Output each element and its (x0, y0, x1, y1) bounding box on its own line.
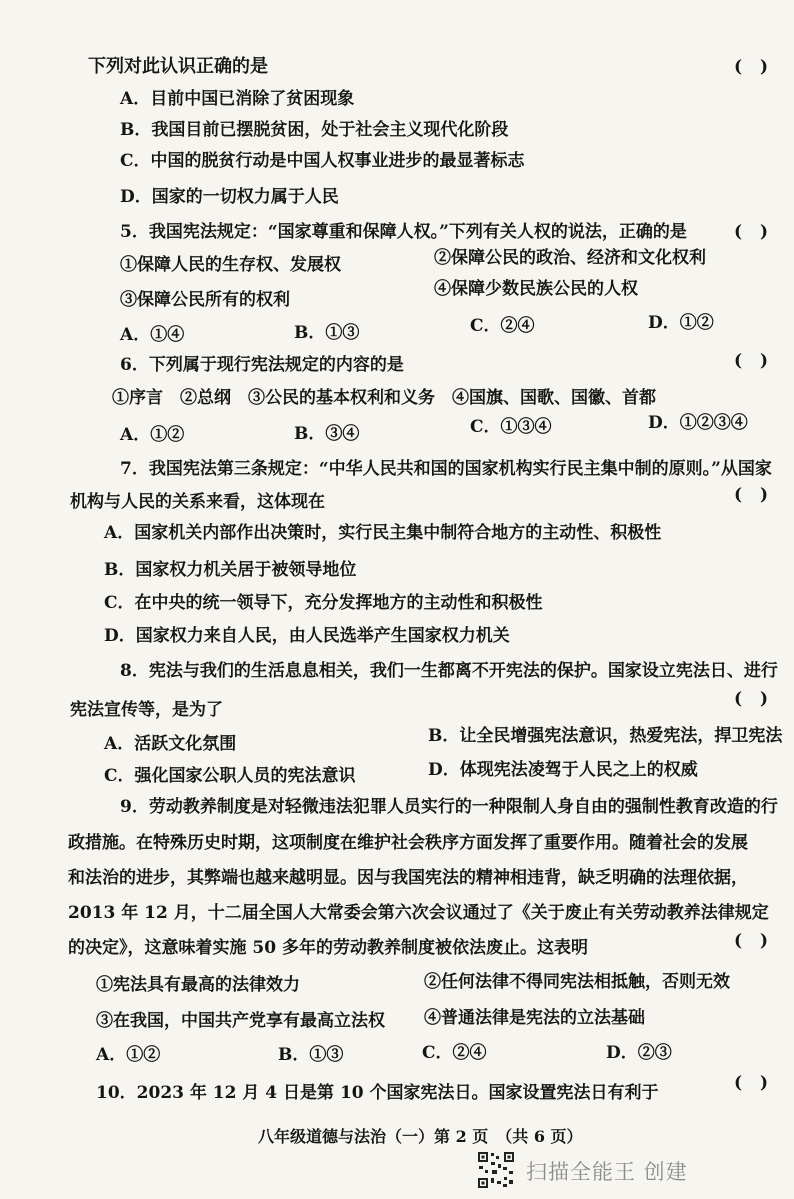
q9-item-4: ④普通法律是宪法的立法基础 (424, 1008, 645, 1028)
q10-stem: 10．2023 年 12 月 4 日是第 10 个国家宪法日。国家设置宪法日有利于 (96, 1083, 659, 1103)
q9-stem-line5: 的决定》，这意味着实施 50 多年的劳动教养制度被依法废止。这表明 (68, 938, 588, 958)
q5-option-c: C．②④ (470, 316, 535, 336)
q8-stem-line2: 宪法宣传等，是为了 (70, 700, 223, 720)
q7-option-d: D．国家权力来自人民，由人民选举产生国家权力机关 (104, 626, 510, 646)
page-footer: 八年级道德与法治（一）第 2 页 （共 6 页） (258, 1127, 583, 1146)
q7-option-b: B．国家权力机关居于被领导地位 (104, 560, 357, 580)
q6-option-a: A．①② (120, 425, 185, 445)
scanner-watermark: 扫描全能王 创建 (526, 1160, 688, 1184)
q9-option-a: A．①② (96, 1045, 161, 1065)
q5-item-2: ②保障公民的政治、经济和文化权利 (434, 248, 706, 268)
q4-stem-tail: 下列对此认识正确的是 (88, 56, 268, 77)
q9-option-d: D．②③ (606, 1043, 672, 1063)
q8-option-b: B．让全民增强宪法意识，热爱宪法，捍卫宪法 (428, 726, 783, 746)
q5-option-a: A．①④ (120, 325, 185, 345)
q6-stem: 6．下列属于现行宪法规定的内容的是 (120, 355, 404, 375)
q8-answer-blank: () (734, 689, 787, 709)
q8-option-c: C．强化国家公职人员的宪法意识 (104, 766, 356, 786)
q10-answer-blank: () (734, 1073, 787, 1093)
q9-stem-line4: 2013 年 12 月，十二届全国人大常委会第六次会议通过了《关于废止有关劳动教养法律规定 (68, 903, 769, 923)
q5-item-1: ①保障人民的生存权、发展权 (120, 255, 341, 275)
q6-items: ①序言 ②总纲 ③公民的基本权利和义务 ④国旗、国歌、国徽、首都 (112, 388, 656, 408)
q6-answer-blank: () (734, 351, 787, 371)
q4-answer-blank: () (734, 57, 787, 77)
q5-option-b: B．①③ (294, 323, 360, 343)
q8-stem-line1: 8．宪法与我们的生活息息相关，我们一生都离不开宪法的保护。国家设立宪法日、进行 (120, 661, 778, 681)
q4-option-b: B．我国目前已摆脱贫困，处于社会主义现代化阶段 (120, 120, 509, 140)
q7-stem-line2: 机构与人民的关系来看，这体现在 (70, 492, 325, 512)
q9-item-2: ②任何法律不得同宪法相抵触，否则无效 (424, 972, 730, 992)
q9-stem-line2: 政措施。在特殊历史时期，这项制度在维护社会秩序方面发挥了重要作用。随着社会的发展 (68, 833, 748, 853)
q5-option-d: D．①② (648, 313, 714, 333)
q9-option-b: B．①③ (278, 1045, 344, 1065)
q7-option-a: A．国家机关内部作出决策时，实行民主集中制符合地方的主动性、积极性 (104, 523, 662, 543)
q9-item-1: ①宪法具有最高的法律效力 (96, 975, 300, 995)
q9-option-c: C．②④ (422, 1043, 487, 1063)
q6-option-d: D．①②③④ (648, 413, 748, 433)
q7-answer-blank: () (734, 485, 787, 505)
q9-item-3: ③在我国，中国共产党享有最高立法权 (96, 1011, 385, 1031)
q9-stem-line1: 9．劳动教养制度是对轻微违法犯罪人员实行的一种限制人身自由的强制性教育改造的行 (120, 797, 778, 817)
qr-code-icon (476, 1150, 516, 1190)
q4-option-c: C．中国的脱贫行动是中国人权事业进步的最显著标志 (120, 151, 525, 171)
q6-option-b: B．③④ (294, 424, 360, 444)
q5-answer-blank: () (734, 222, 787, 242)
q5-stem: 5．我国宪法规定：“国家尊重和保障人权。”下列有关人权的说法，正确的是 (120, 222, 687, 242)
q8-option-d: D．体现宪法凌驾于人民之上的权威 (428, 760, 698, 780)
q5-item-4: ④保障少数民族公民的人权 (434, 279, 638, 299)
q6-option-c: C．①③④ (470, 417, 552, 437)
q7-option-c: C．在中央的统一领导下，充分发挥地方的主动性和积极性 (104, 593, 543, 613)
q5-item-3: ③保障公民所有的权利 (120, 290, 290, 310)
q9-answer-blank: () (734, 931, 787, 951)
q4-option-a: A．目前中国已消除了贫困现象 (120, 89, 355, 109)
q4-option-d: D．国家的一切权力属于人民 (120, 187, 339, 207)
q8-option-a: A．活跃文化氛围 (104, 734, 237, 754)
q9-stem-line3: 和法治的进步，其弊端也越来越明显。因与我国宪法的精神相违背，缺乏明确的法理依据， (68, 868, 748, 888)
q7-stem-line1: 7．我国宪法第三条规定：“中华人民共和国的国家机构实行民主集中制的原则。”从国家 (120, 459, 772, 479)
